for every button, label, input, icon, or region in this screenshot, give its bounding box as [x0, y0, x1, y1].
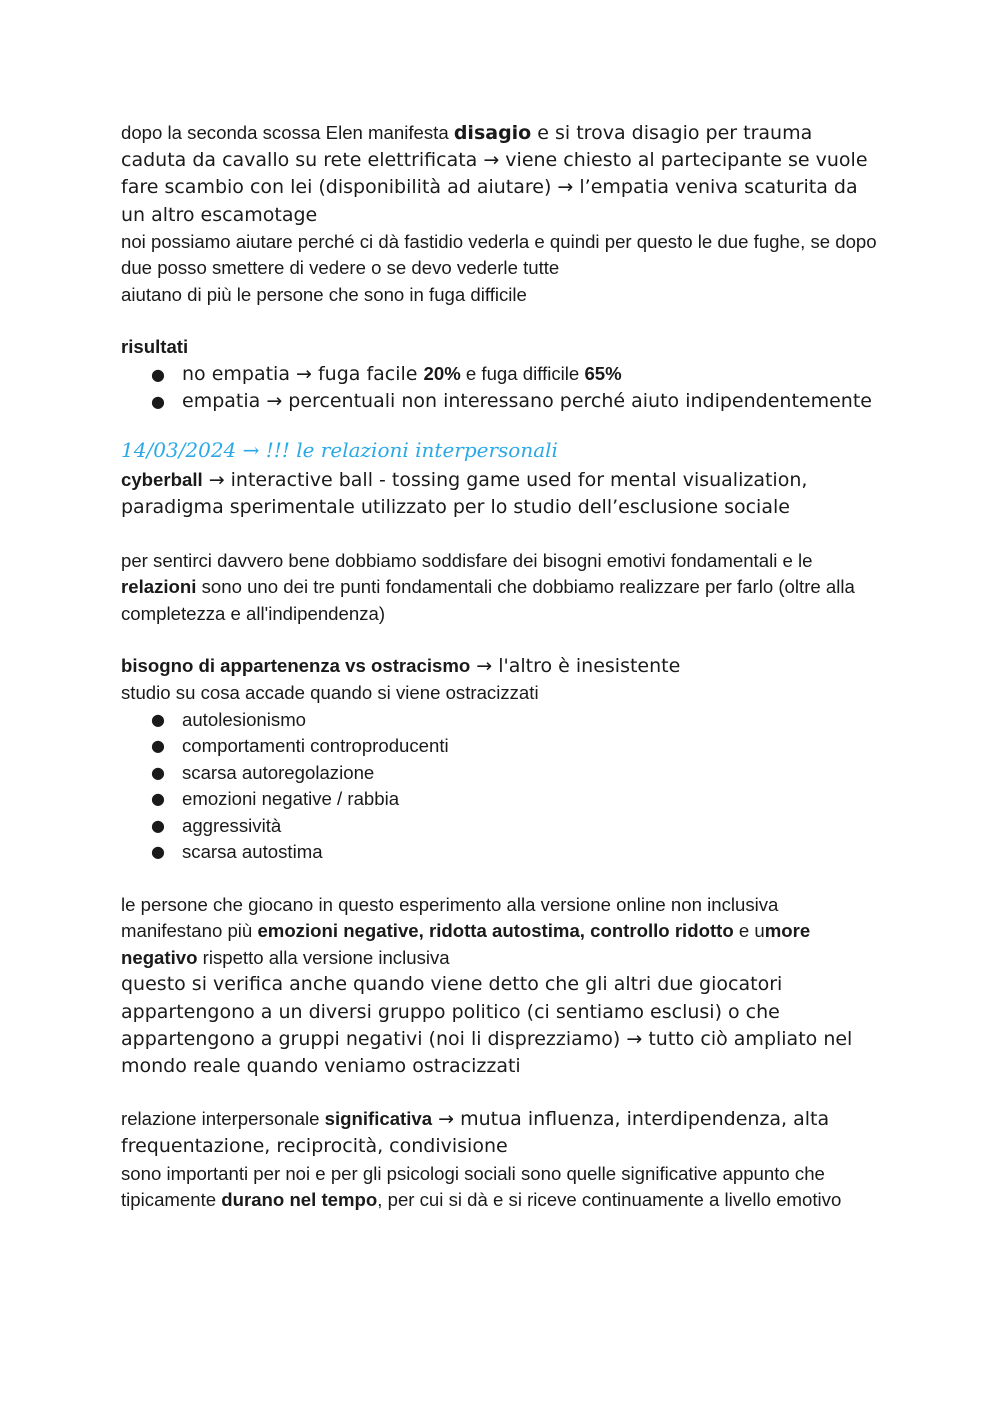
text-run: → mutua influenza, interdipendenza, alta frequentazione, reciprocità, condivisione	[121, 1108, 830, 1158]
paragraph-disagio	[121, 120, 881, 229]
document-content	[121, 120, 881, 1214]
bullet-icon: ●	[151, 364, 165, 384]
list-item	[121, 388, 881, 415]
spacer	[121, 627, 881, 653]
bullet-icon: ●	[151, 815, 165, 835]
bold-text: relazioni	[121, 576, 197, 598]
list-item	[121, 813, 881, 840]
bold-text: emozioni negative, ridotta autostima, controllo ridotto	[257, 920, 734, 942]
bold-text: significativa	[324, 1108, 433, 1130]
text-run: per sentirci davvero bene dobbiamo soddisfare dei bisogni emotivi fondamentali e le	[121, 549, 813, 571]
paragraph-gruppi: questo si verifica anche quando viene detto che gli altri due giocatori appartengono a un diversi gruppo politico (ci sentiamo esclusi) o che appartengono a gruppi negativi (noi li disprezziamo) → tutto ciò ampliato nel mondo reale quando veniamo ostracizzati	[121, 973, 853, 1077]
risultati-list	[121, 361, 881, 415]
text-run: e fuga difficile	[460, 362, 585, 384]
section-heading-date: 14/03/2024 → !!! le relazioni interpersonali	[121, 438, 558, 463]
text-run: → interactive ball - tossing game used for mental visualization, paradigma sperimentale utilizzato per lo studio dell’esclusione sociale	[121, 469, 808, 519]
list-item	[121, 361, 881, 388]
spacer	[121, 522, 881, 548]
paragraph-bisogni-emotivi	[121, 548, 881, 628]
list-item	[121, 733, 881, 760]
bold-text: durano nel tempo	[221, 1189, 378, 1211]
list-item-text: scarsa autostima	[182, 841, 323, 863]
text-run: empatia → percentuali non interessano perché aiuto indipendentemente	[182, 390, 872, 413]
bullet-icon: ●	[151, 762, 165, 782]
text-run: sono uno dei tre punti fondamentali che dobbiamo realizzare per farlo (oltre alla completezza e all'indipendenza)	[121, 576, 855, 624]
bullet-icon: ●	[151, 842, 165, 862]
text-run: sono importanti per noi e per gli psicologi sociali sono quelle significative appunto che tipicamente	[121, 1162, 825, 1211]
paragraph-aiutare: noi possiamo aiutare perché ci dà fastidio vederla e quindi per questo le due fughe, se dopo due posso smettere di vedere o se devo vederle tutte	[121, 230, 877, 279]
spacer	[121, 308, 881, 334]
paragraph-importanti	[121, 1161, 881, 1214]
text-run: relazione interpersonale	[121, 1108, 325, 1130]
section-title-risultati	[121, 334, 881, 361]
spacer	[121, 866, 881, 892]
paragraph-esperimento	[121, 892, 881, 972]
bold-text: bisogno di appartenenza vs ostracismo	[121, 655, 471, 677]
paragraph-ostracismo	[121, 653, 881, 680]
bullet-icon: ●	[151, 789, 165, 809]
list-item-text: autolesionismo	[182, 708, 307, 730]
paragraph-fuga-difficile: aiutano di più le persone che sono in fuga difficile	[121, 283, 527, 305]
bold-text: cyberball	[121, 469, 203, 491]
text-run: , per cui si dà e si riceve continuamente a livello emotivo	[377, 1189, 842, 1211]
effects-list	[121, 707, 881, 866]
bold-text: 65%	[584, 362, 622, 384]
list-item-text: aggressività	[182, 814, 282, 836]
bullet-icon: ●	[151, 709, 165, 729]
text-run: no empatia → fuga facile	[182, 362, 424, 385]
list-item-text: comportamenti controproducenti	[182, 735, 449, 757]
list-item-text: emozioni negative / rabbia	[182, 788, 400, 810]
list-item	[121, 839, 881, 866]
bullet-icon: ●	[151, 392, 165, 412]
list-item	[121, 707, 881, 734]
paragraph-studio: studio su cosa accade quando si viene ostracizzati	[121, 682, 539, 704]
bold-text: risultati	[121, 336, 189, 358]
text-run: dopo la seconda scossa Elen manifesta	[121, 122, 454, 143]
paragraph-relazione	[121, 1106, 881, 1160]
bold-text: 20%	[423, 362, 461, 384]
list-item	[121, 786, 881, 813]
text-run: rispetto alla versione inclusiva	[197, 946, 450, 968]
spacer	[121, 1080, 881, 1106]
text-run: le persone che giocano in questo esperimento alla versione online non inclusiva manifestano più	[121, 893, 779, 942]
bold-text: disagio	[453, 122, 532, 144]
bold-text: more negativo	[121, 920, 811, 968]
list-item	[121, 760, 881, 787]
paragraph-cyberball	[121, 467, 881, 521]
bullet-icon: ●	[151, 736, 165, 756]
list-item-text: scarsa autoregolazione	[182, 761, 375, 783]
text-run: e si trova disagio per trauma caduta da cavallo su rete elettrificata → viene chiesto al partecipante se vuole fare scambio con lei (disponibilità ad aiutare) → l’empatia veniva scaturita da un altro escamotage	[121, 122, 868, 226]
text-run: → l'altro è inesistente	[470, 655, 681, 678]
text-run: e u	[733, 920, 765, 942]
